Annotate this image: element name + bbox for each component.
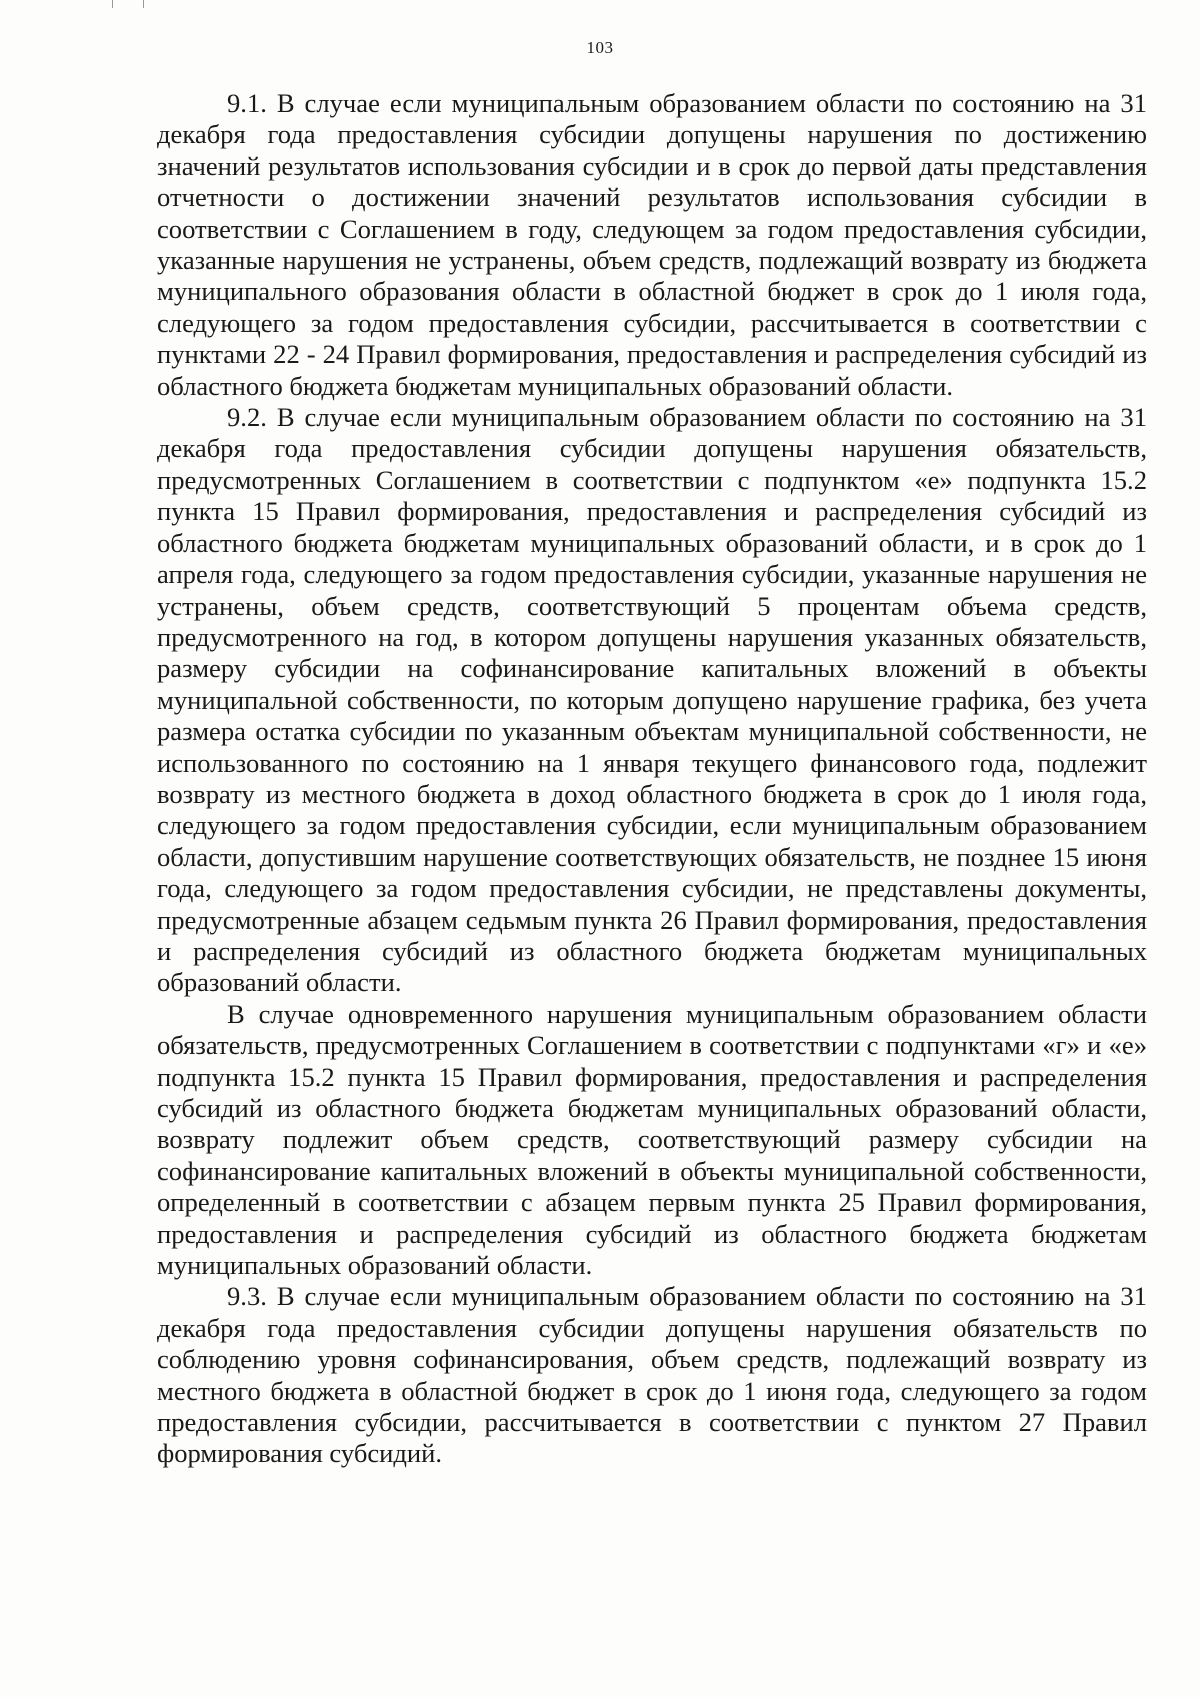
- paragraph-9-1: 9.1. В случае если муниципальным образованием области по состоянию на 31 декабря года предоставления субсидии допущены нарушения по достижению значений результатов использования субсидии и в срок до первой даты представления отчетности о достижении значений результатов использования субсидии в соответствии с Соглашением в году, следующем за годом предоставления субсидии, указанные нарушения не устранены, объем средств, подлежащий возврату из бюджета муниципального образования области в областной бюджет в срок до 1 июля года, следующего за годом предоставления субсидии, рассчитывается в соответствии с пунктами 22 - 24 Правил формирования, предоставления и распределения субсидий из областного бюджета бюджетам муниципальных образований области.: [157, 88, 1147, 401]
- paragraph-9-2: 9.2. В случае если муниципальным образованием области по состоянию на 31 декабря года предоставления субсидии допущены нарушения обязательств, предусмотренных Соглашением в соответствии с подпунктом «е» подпункта 15.2 пункта 15 Правил формирования, предоставления и распределения субсидий из областного бюджета бюджетам муниципальных образований области, и в срок до 1 апреля года, следующего за годом предоставления субсидии, указанные нарушения не устранены, объем средств, соответствующий 5 процентам объема средств, предусмотренного на год, в котором допущены нарушения указанных обязательств, размеру субсидии на софинансирование капитальных вложений в объекты муниципальной собственности, по которым допущено нарушение графика, без учета размера остатка субсидии по указанным объектам муниципальной собственности, не использованного по состоянию на 1 января текущего финансового года, подлежит возврату из местного бюджета в доход областного бюджета в срок до 1 июля года, следующего за годом предоставления субсидии, если муниципальным образованием области, допустившим нарушение соответствующих обязательств, не позднее 15 июня года, следующего за годом предоставления субсидии, не представлены документы, предусмотренные абзацем седьмым пункта 26 Правил формирования, предоставления и распределения субсидий из областного бюджета бюджетам муниципальных образований области.: [157, 402, 1147, 998]
- scan-edge-mark: [112, 0, 144, 8]
- paragraph-simultaneous-violation: В случае одновременного нарушения муниципальным образованием области обязательств, предусмотренных Соглашением в соответствии с подпунктами «г» и «е» подпункта 15.2 пункта 15 Правил формирования, предоставления и распределения субсидий из областного бюджета бюджетам муниципальных образований области, возврату подлежит объем средств, соответствующий размеру субсидии на софинансирование капитальных вложений в объекты муниципальной собственности, определенный в соответствии с абзацем первым пункта 25 Правил формирования, предоставления и распределения субсидий из областного бюджета бюджетам муниципальных образований области.: [157, 998, 1147, 1281]
- paragraph-9-3: 9.3. В случае если муниципальным образованием области по состоянию на 31 декабря года предоставления субсидии допущены нарушения обязательств по соблюдению уровня софинансирования, объем средств, подлежащий возврату из местного бюджета в областной бюджет в срок до 1 июня года, следующего за годом предоставления субсидии, рассчитывается в соответствии с пунктом 27 Правил формирования субсидий.: [157, 1281, 1147, 1469]
- page-number: 103: [586, 38, 614, 57]
- document-body: [157, 88, 1147, 1470]
